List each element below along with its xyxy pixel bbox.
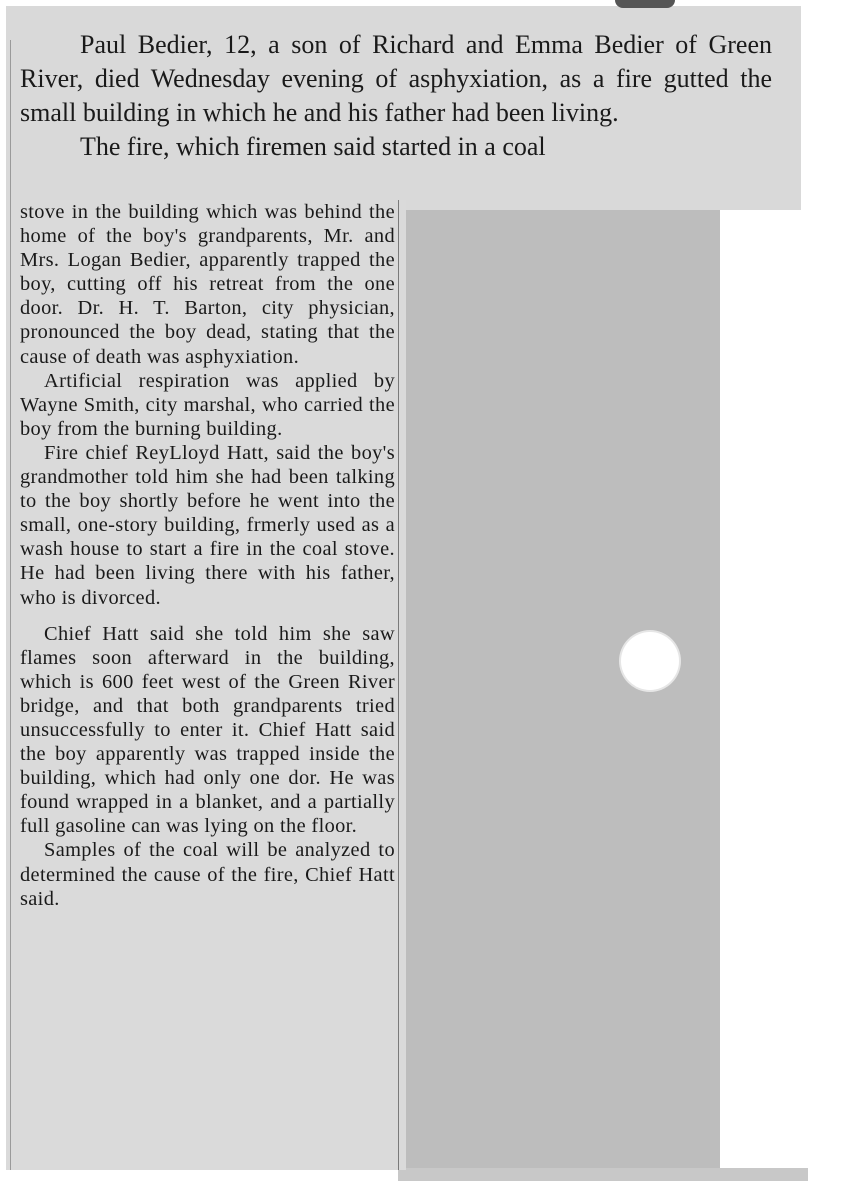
second-paragraph-start: The fire, which firemen said started in a coal bbox=[80, 132, 546, 161]
column-paragraph: Artificial respiration was applied by Wayne Smith, city marshal, who carried the boy from the burning building. bbox=[20, 369, 395, 440]
backing-card-bottom-edge bbox=[398, 1168, 808, 1181]
article-lede bbox=[20, 28, 772, 164]
column-rule bbox=[398, 200, 399, 1170]
column-paragraph: Fire chief ReyLloyd Hatt, said the boy's grandmother told him she had been talking to the boy shortly before he went into the small, one-story building, frmerly used as a wash house to start a fire in the coal stove. He had been living there with his father, who is divorced. bbox=[20, 441, 395, 609]
clipping-left-edge bbox=[10, 40, 11, 1170]
clipping-notch bbox=[615, 0, 675, 8]
punch-hole bbox=[621, 632, 679, 690]
lede-paragraph: Paul Bedier, 12, a son of Richard and Emma Bedier of Green River, died Wednesday evening of asphyxiation, as a fire gutted the small building in which he and his father had been living. bbox=[20, 30, 772, 127]
column-paragraph: Samples of the coal will be analyzed to determined the cause of the fire, Chief Hatt said. bbox=[20, 839, 395, 910]
column-paragraph: Chief Hatt said she told him she saw flames soon afterward in the building, which is 600 feet west of the Green River bridge, and that both grandparents tried unsuccessfully to enter it. Chief Hatt said the boy apparently was trapped inside the building, which had only one dor. He was found wrapped in a blanket, and a partially full gasoline can was lying on the floor. bbox=[20, 622, 395, 838]
gray-backing-card bbox=[398, 198, 720, 1181]
article-column bbox=[20, 200, 395, 911]
column-paragraph: stove in the building which was behind the home of the boy's grandparents, Mr. and Mrs. Logan Bedier, apparently trapped the boy, cutting off his retreat from the one door. Dr. H. T. Barton, city physician, pronounced the boy dead, stating that the cause of death was asphyxiation. bbox=[20, 201, 395, 368]
